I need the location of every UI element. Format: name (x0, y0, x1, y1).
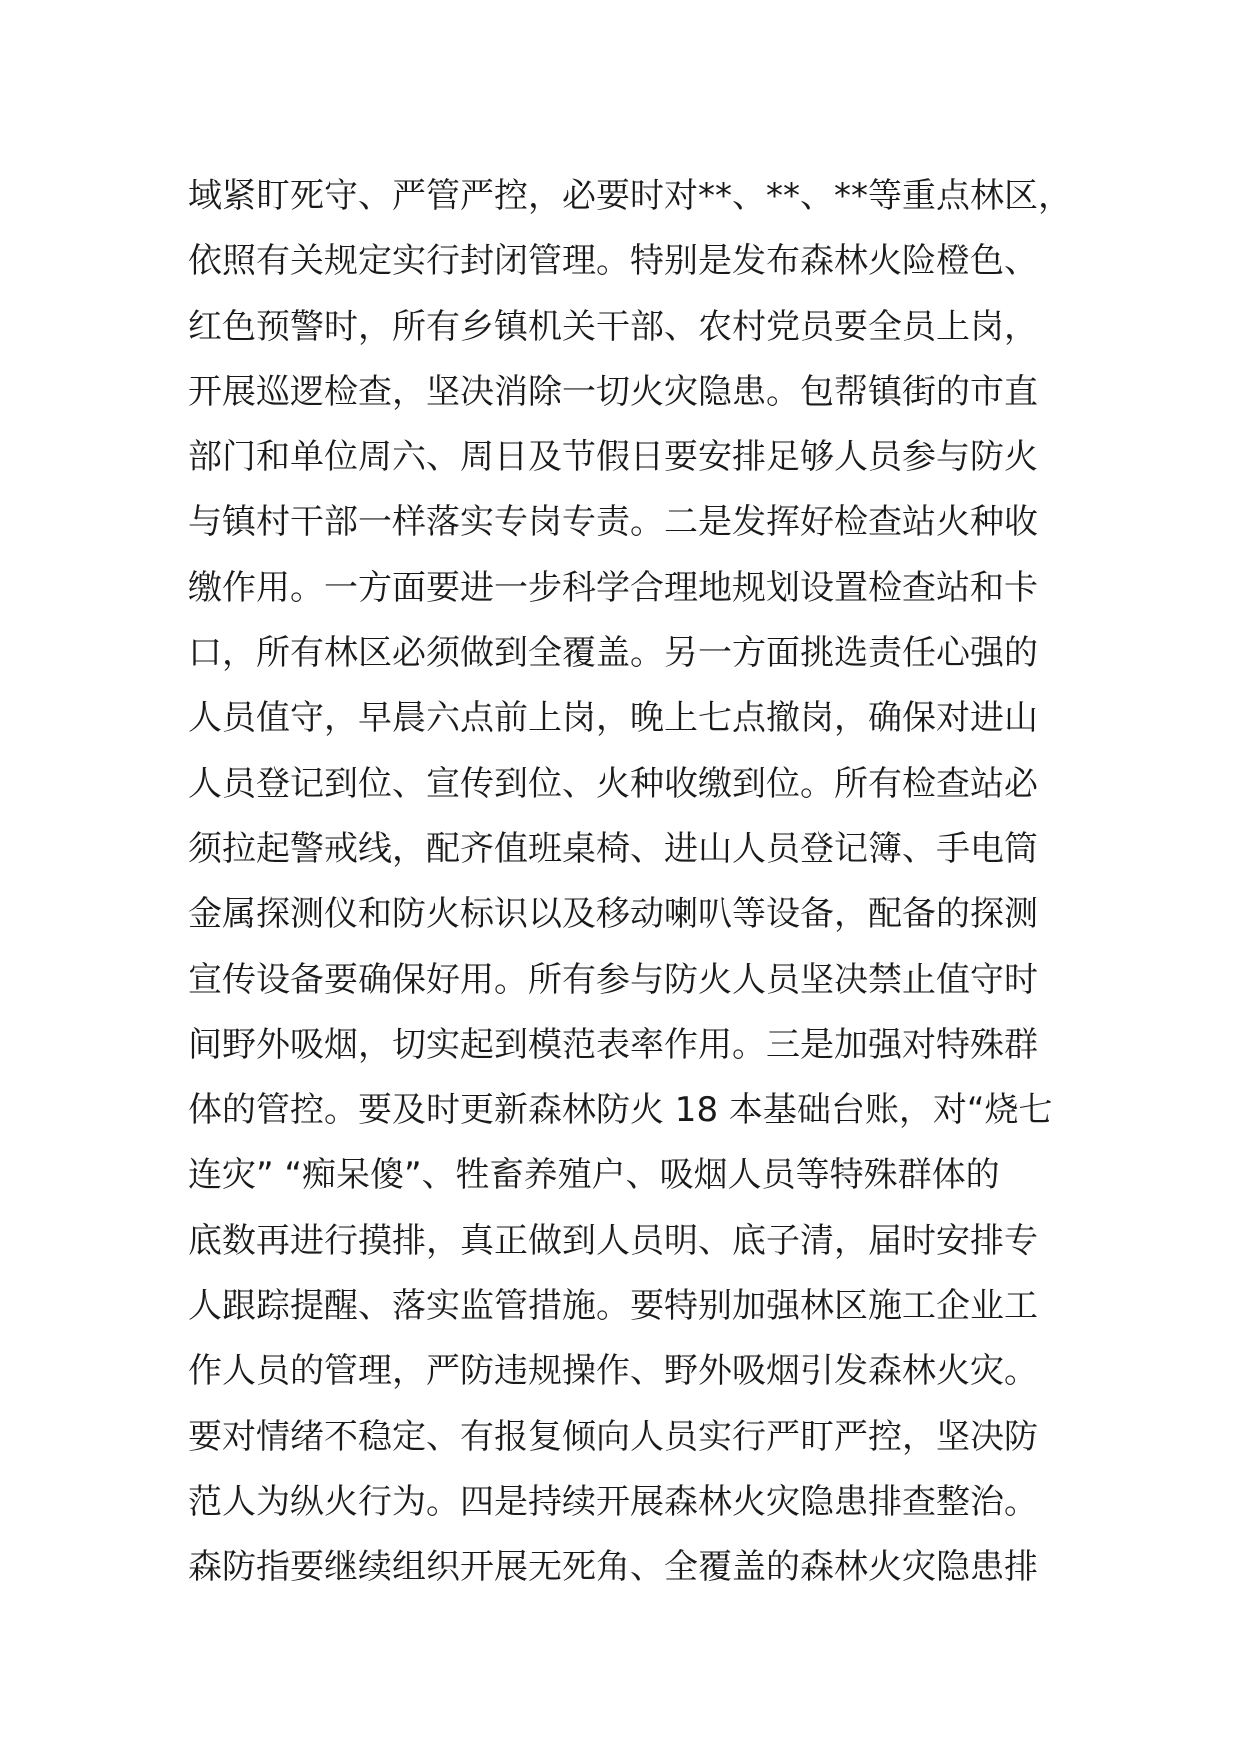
text-line-3: 红色预警时，所有乡镇机关干部、农村党员要全员上岗， (188, 306, 1038, 347)
text-line-2: 依照有关规定实行封闭管理。特别是发布森林火险橙色、 (188, 241, 1038, 282)
text-line-6: 与镇村干部一样落实专岗专责。二是发挥好检查站火种收 (188, 502, 1038, 543)
body-text (188, 164, 1088, 1601)
text-line-20: 要对情绪不稳定、有报复倾向人员实行严盯严控，坚决防 (188, 1416, 1038, 1457)
text-line-1: 域紧盯死守、严管严控，必要时对**、**、**等重点林区， (188, 176, 1072, 216)
text-line-4: 开展巡逻检查，坚决消除一切火灾隐患。包帮镇街的市直 (188, 371, 1038, 412)
text-line-13: 宣传设备要确保好用。所有参与防火人员坚决禁止值守时 (188, 959, 1038, 1000)
text-line-15: 体的管控。要及时更新森林防火 18 本基础台账，对“烧七 (188, 1090, 1053, 1131)
text-line-8: 口，所有林区必须做到全覆盖。另一方面挑选责任心强的 (188, 633, 1038, 674)
text-line-17: 底数再进行摸排，真正做到人员明、底子清，届时安排专 (188, 1220, 1038, 1261)
text-line-21: 范人为纵火行为。四是持续开展森林火灾隐患排查整治。 (188, 1481, 1038, 1522)
text-line-12: 金属探测仪和防火标识以及移动喇叭等设备，配备的探测 (188, 894, 1038, 935)
text-line-22: 森防指要继续组织开展无死角、全覆盖的森林火灾隐患排 (188, 1547, 1038, 1588)
text-line-11: 须拉起警戒线，配齐值班桌椅、进山人员登记簿、手电筒 (188, 828, 1038, 869)
text-line-14: 间野外吸烟，切实起到模范表率作用。三是加强对特殊群 (188, 1024, 1038, 1065)
text-line-9: 人员值守，早晨六点前上岗，晚上七点撤岗，确保对进山 (188, 698, 1038, 739)
text-line-5: 部门和单位周六、周日及节假日要安排足够人员参与防火 (188, 437, 1038, 478)
text-line-19: 作人员的管理，严防违规操作、野外吸烟引发森林火灾。 (188, 1351, 1038, 1392)
text-line-16: 连灾” “痴呆傻”、牲畜养殖户、吸烟人员等特殊群体的 (188, 1155, 1000, 1196)
text-line-10: 人员登记到位、宣传到位、火种收缴到位。所有检查站必 (188, 763, 1038, 804)
text-line-7: 缴作用。一方面要进一步科学合理地规划设置检查站和卡 (188, 567, 1038, 608)
text-line-18: 人跟踪提醒、落实监管措施。要特别加强林区施工企业工 (188, 1286, 1038, 1327)
